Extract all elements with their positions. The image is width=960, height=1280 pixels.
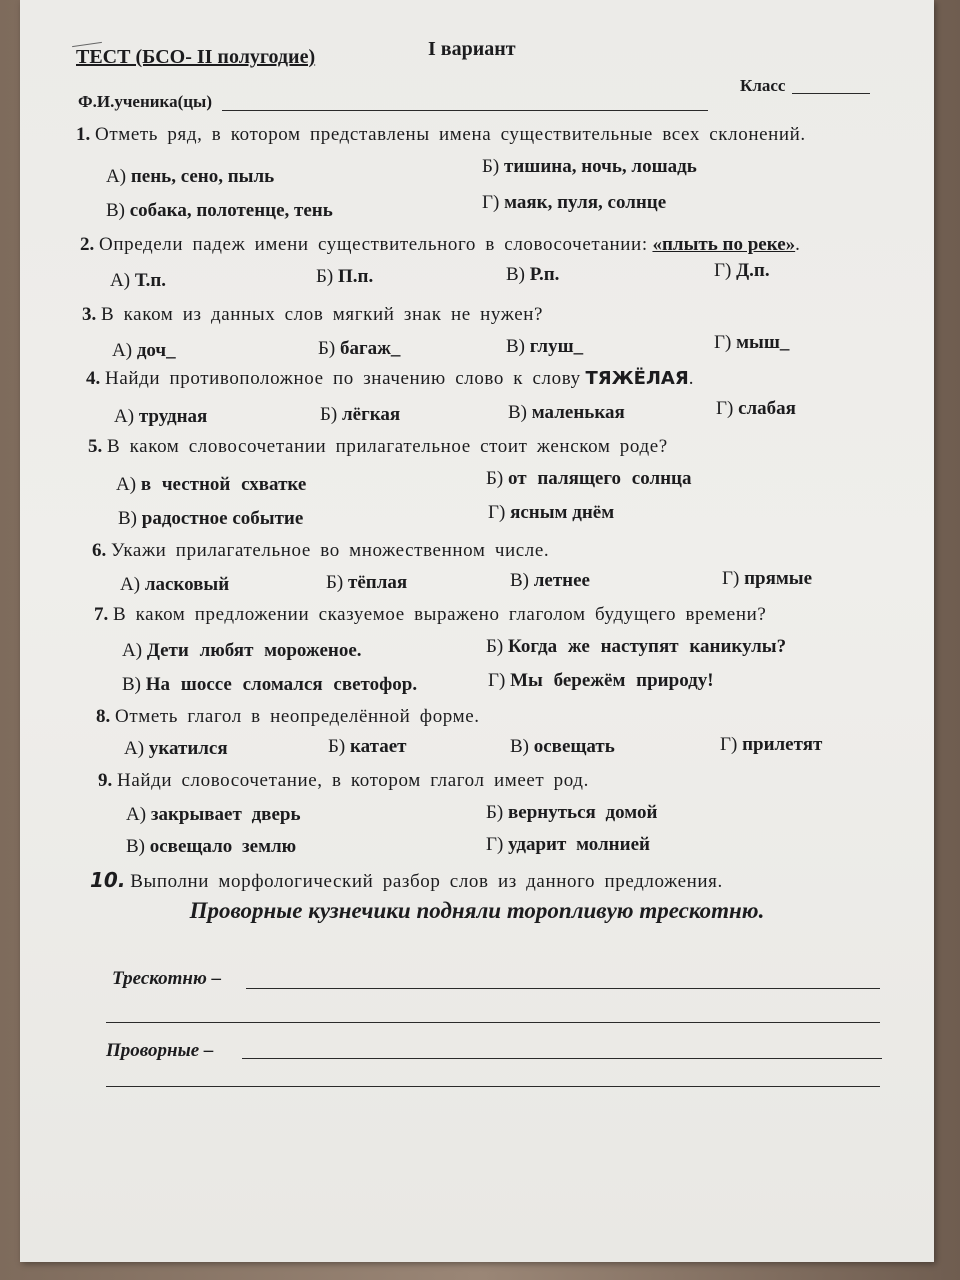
- option-6c[interactable]: В) летнее: [510, 570, 590, 591]
- option-2c[interactable]: В) Р.п.: [506, 264, 560, 285]
- option-8a[interactable]: А) укатился: [124, 738, 228, 759]
- option-5d[interactable]: Г) ясным днём: [488, 502, 615, 523]
- morph-label-2: Проворные –: [106, 1040, 214, 1061]
- option-3b[interactable]: Б) багаж_: [318, 338, 401, 359]
- question-7: 7. В каком предложении сказуемое выражено глаголом будущего времени?: [94, 604, 767, 625]
- question-6: 6. Укажи прилагательное во множественном числе.: [92, 540, 550, 561]
- question-4: 4. Найди противоположное по значению слово к слову ТЯЖЁЛАЯ.: [86, 368, 694, 389]
- option-6b[interactable]: Б) тёплая: [326, 572, 408, 593]
- variant-label: I вариант: [428, 38, 516, 60]
- option-2a[interactable]: А) Т.п.: [110, 270, 167, 291]
- option-7b[interactable]: Б) Когда же наступят каникулы?: [486, 636, 787, 657]
- option-9a[interactable]: А) закрывает дверь: [126, 804, 301, 825]
- phrase-underlined: «плыть по реке»: [652, 234, 796, 255]
- question-5: 5. В каком словосочетании прилагательное стоит женском роде?: [88, 436, 668, 457]
- answer-line-3[interactable]: [242, 1058, 882, 1059]
- question-8: 8. Отметь глагол в неопределённой форме.: [96, 706, 480, 727]
- option-1a[interactable]: А) пень, сено, пыль: [106, 166, 275, 187]
- sentence-to-analyze: Проворные кузнечики подняли торопливую трескотню.: [189, 898, 765, 923]
- option-1d[interactable]: Г) маяк, пуля, солнце: [482, 192, 667, 213]
- option-3c[interactable]: В) глуш_: [506, 336, 584, 357]
- class-label: Класс: [740, 76, 786, 95]
- option-7c[interactable]: В) На шоссе сломался светофор.: [122, 674, 418, 695]
- test-title: ТЕСТ (БСО- II полугодие): [76, 46, 316, 68]
- question-10: 10. Выполни морфологический разбор слов из данного предложения.: [90, 868, 723, 892]
- option-8d[interactable]: Г) прилетят: [720, 734, 823, 755]
- option-2b[interactable]: Б) П.п.: [316, 266, 374, 287]
- option-4c[interactable]: В) маленькая: [508, 402, 625, 423]
- question-9: 9. Найди словосочетание, в котором глагол имеет род.: [98, 770, 589, 791]
- test-sheet: [20, 0, 934, 1262]
- option-5a[interactable]: А) в честной схватке: [116, 474, 307, 495]
- morph-label-1: Трескотню –: [112, 968, 222, 989]
- option-4d[interactable]: Г) слабая: [716, 398, 796, 419]
- option-3a[interactable]: А) доч_: [112, 340, 176, 361]
- class-line[interactable]: [792, 93, 870, 94]
- student-name-line[interactable]: [222, 110, 708, 111]
- option-5c[interactable]: В) радостное событие: [118, 508, 304, 529]
- answer-line-4[interactable]: [106, 1086, 880, 1087]
- option-1c[interactable]: В) собака, полотенце, тень: [106, 200, 333, 221]
- option-8c[interactable]: В) освещать: [510, 736, 615, 757]
- option-9b[interactable]: Б) вернуться домой: [486, 802, 658, 823]
- option-1b[interactable]: Б) тишина, ночь, лошадь: [482, 156, 697, 177]
- option-4b[interactable]: Б) лёгкая: [320, 404, 401, 425]
- option-3d[interactable]: Г) мыш_: [714, 332, 790, 353]
- option-5b[interactable]: Б) от палящего солнца: [486, 468, 692, 489]
- option-9d[interactable]: Г) ударит молнией: [486, 834, 650, 855]
- option-8b[interactable]: Б) катает: [328, 736, 407, 757]
- option-9c[interactable]: В) освещало землю: [126, 836, 297, 857]
- handwritten-number: 10.: [90, 868, 126, 892]
- option-7a[interactable]: А) Дети любят мороженое.: [122, 640, 362, 661]
- key-word: ТЯЖЁЛАЯ: [585, 368, 689, 389]
- question-1: 1. Отметь ряд, в котором представлены имена существительные всех склонений.: [76, 124, 806, 145]
- question-3: 3. В каком из данных слов мягкий знак не нужен?: [82, 304, 544, 325]
- student-name-label: Ф.И.ученика(цы): [78, 92, 212, 111]
- question-2: 2. Определи падеж имени существительного в словосочетании: «плыть по реке».: [80, 234, 800, 255]
- option-7d[interactable]: Г) Мы бережём природу!: [488, 670, 714, 691]
- option-6a[interactable]: А) ласковый: [120, 574, 230, 595]
- option-2d[interactable]: Г) Д.п.: [714, 260, 770, 281]
- answer-line-1[interactable]: [246, 988, 880, 989]
- answer-line-2[interactable]: [106, 1022, 880, 1023]
- option-6d[interactable]: Г) прямые: [722, 568, 813, 589]
- option-4a[interactable]: А) трудная: [114, 406, 208, 427]
